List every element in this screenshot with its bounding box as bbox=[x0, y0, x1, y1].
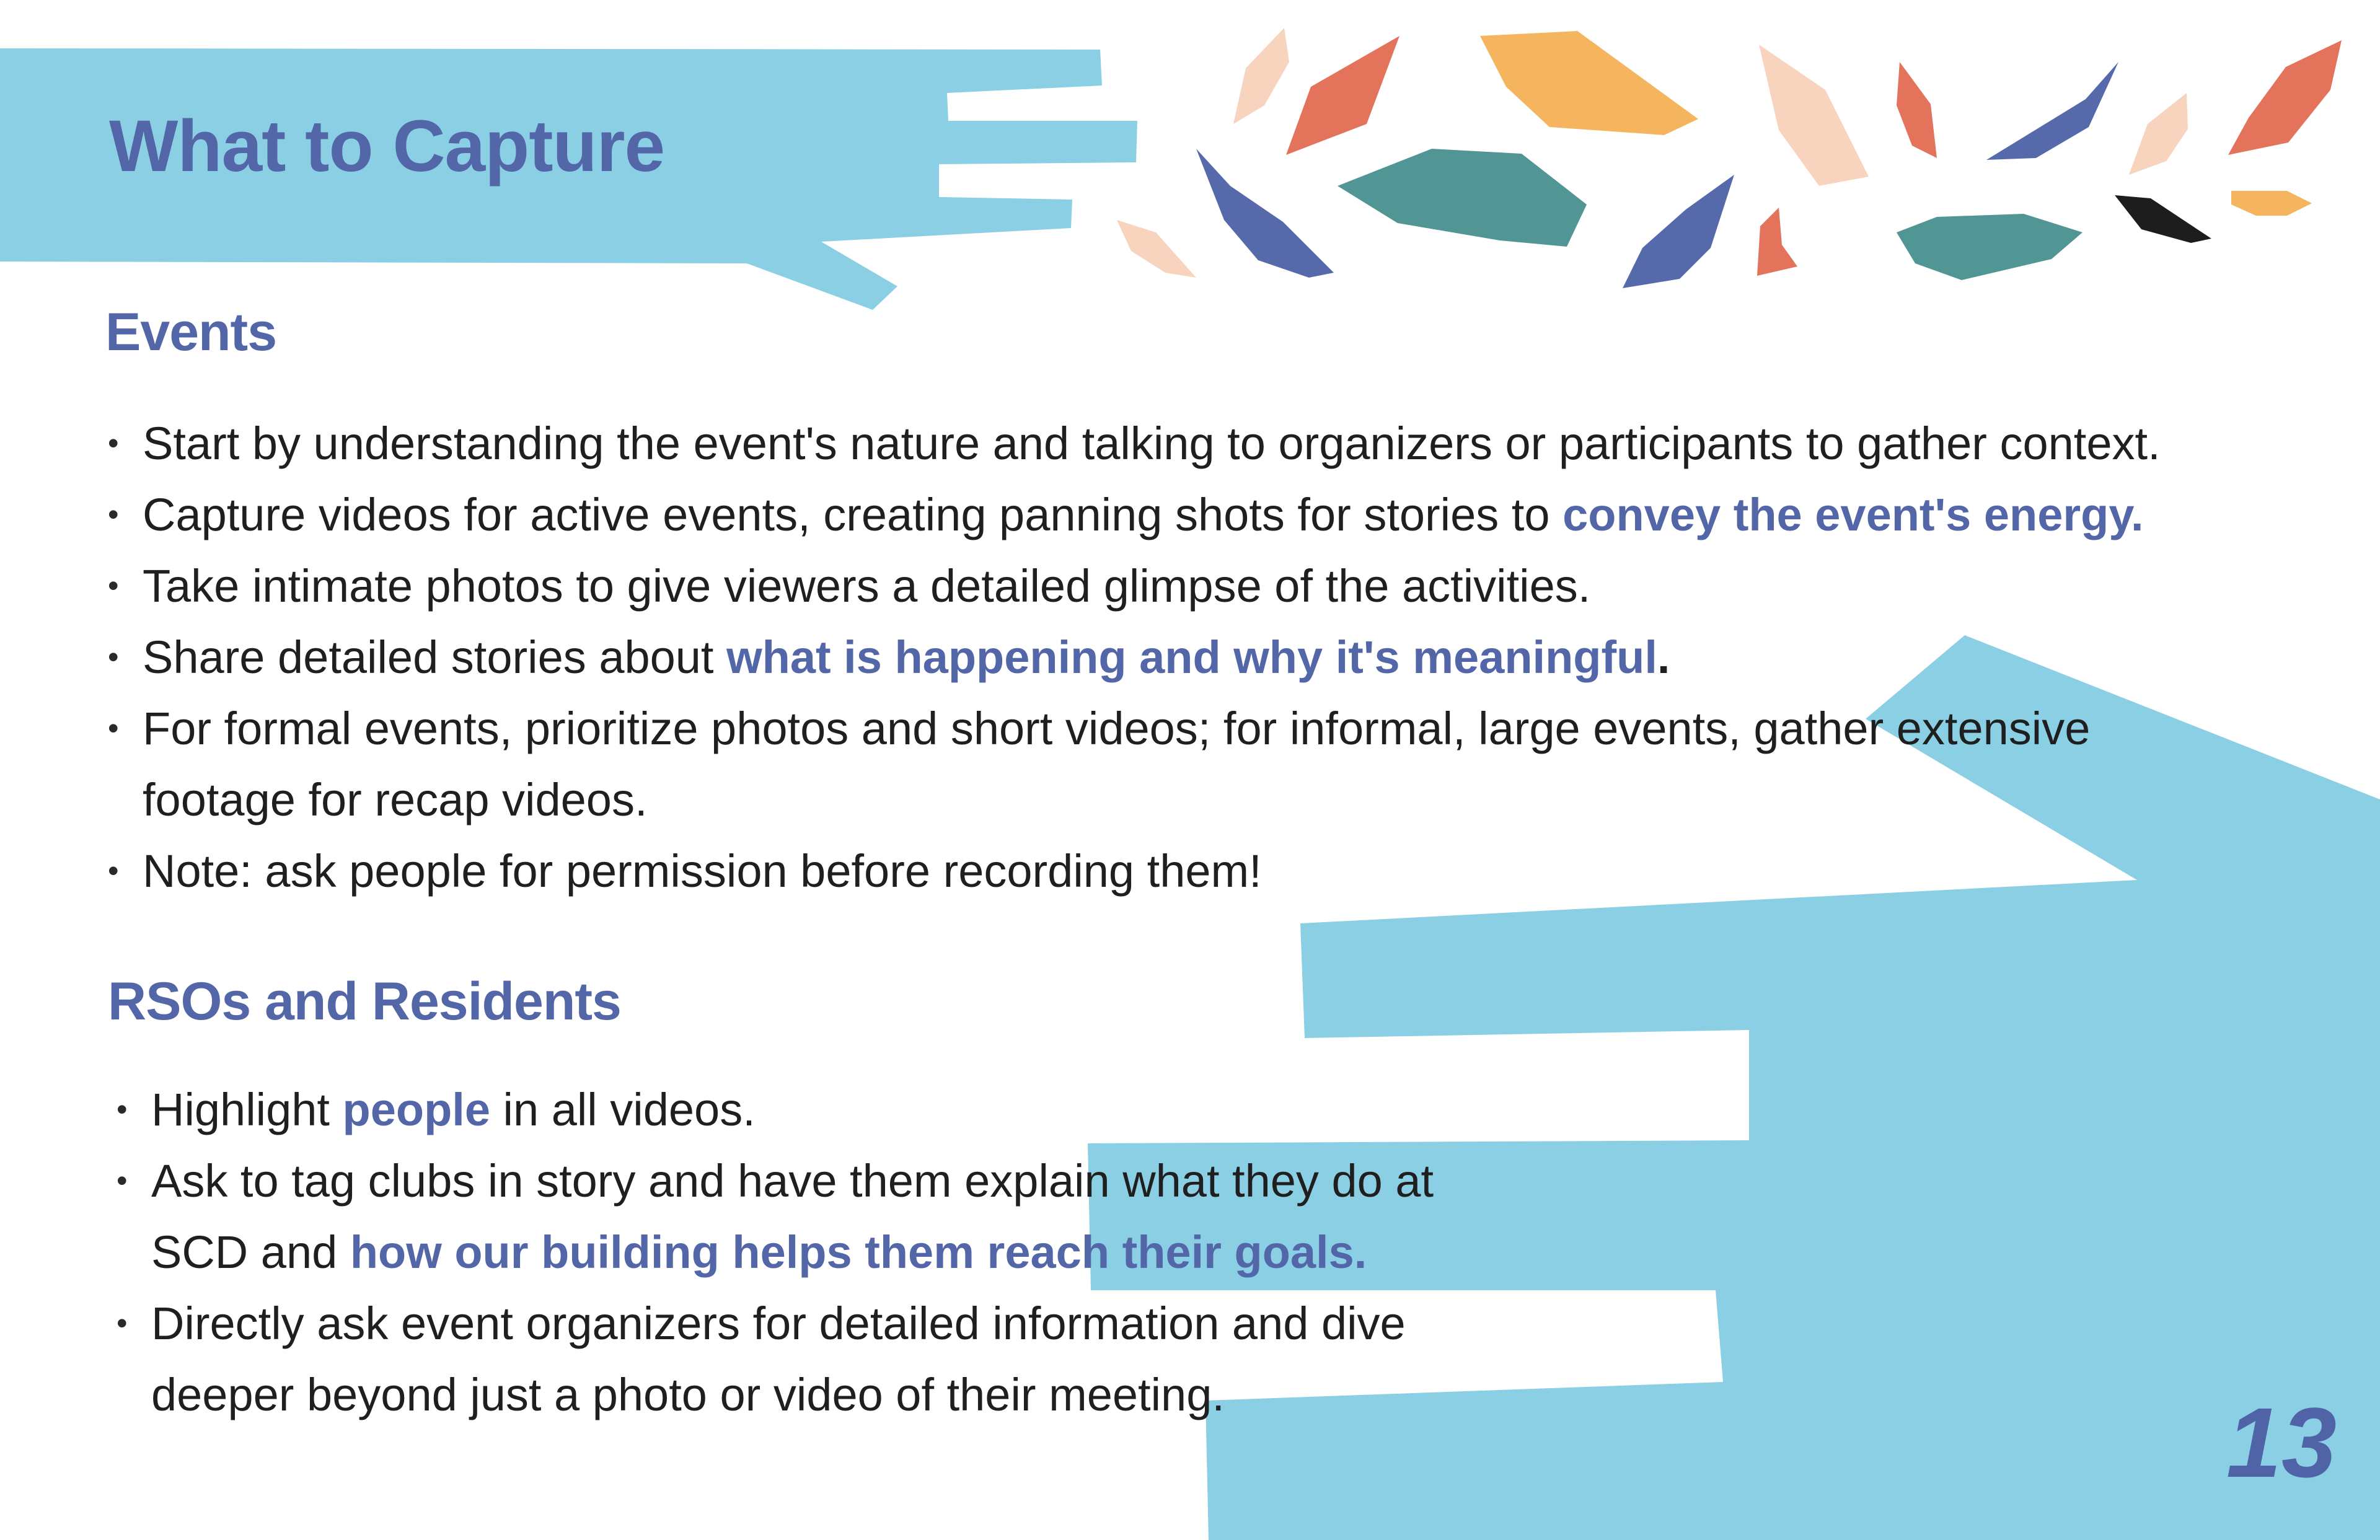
events-heading: Events bbox=[105, 302, 277, 362]
leaf bbox=[1196, 149, 1334, 278]
list-item bbox=[108, 479, 2364, 550]
leaf bbox=[1286, 36, 1399, 155]
list-item-text: in all videos. bbox=[490, 1084, 756, 1135]
leaf bbox=[1897, 214, 2082, 280]
list-item bbox=[108, 622, 2364, 693]
list-item-text: Directly ask event organizers for detailed information and dive bbox=[151, 1298, 1406, 1349]
leaf bbox=[2129, 93, 2188, 175]
leaf bbox=[1233, 28, 1289, 124]
leaf bbox=[1480, 31, 1698, 135]
list-item-text: Capture videos for active events, creating panning shots for stories to bbox=[143, 489, 1563, 540]
events-bullet-list bbox=[108, 408, 2364, 907]
list-item-text: Start by understanding the event's nature and talking to organizers or participants to gather context. bbox=[143, 418, 2161, 469]
page-number: 13 bbox=[2226, 1387, 2337, 1498]
highlighted-text: convey the event's energy. bbox=[1562, 489, 2144, 540]
list-item-text: Ask to tag clubs in story and have them explain what they do at bbox=[151, 1155, 1434, 1207]
list-item-text: Share detailed stories about bbox=[143, 631, 727, 683]
list-item bbox=[108, 550, 2364, 622]
list-item-text: For formal events, prioritize photos and short videos; for informal, large events, gather extensive bbox=[143, 703, 2091, 754]
list-item bbox=[117, 1145, 1666, 1288]
list-item-text: footage for recap videos. bbox=[143, 774, 648, 825]
leaf bbox=[2115, 195, 2211, 243]
list-item bbox=[108, 835, 2364, 907]
list-item bbox=[108, 693, 2364, 835]
leaf bbox=[1759, 45, 1869, 186]
leaf bbox=[1623, 175, 1734, 288]
leaf bbox=[1117, 220, 1196, 278]
highlighted-text: what is happening and why it's meaningful bbox=[726, 631, 1657, 683]
leaf bbox=[2231, 191, 2312, 216]
rsos-bullet-list bbox=[117, 1074, 1666, 1430]
list-item-text: SCD and bbox=[151, 1226, 350, 1278]
page-title: What to Capture bbox=[109, 105, 665, 187]
leaf-pattern bbox=[1117, 28, 2342, 288]
leaf bbox=[1757, 208, 1797, 276]
list-item-text: Note: ask people for permission before recording them! bbox=[143, 845, 1262, 897]
leaf bbox=[2228, 40, 2342, 155]
list-item bbox=[117, 1074, 1666, 1145]
leaf bbox=[1338, 149, 1587, 247]
list-item bbox=[108, 408, 2364, 479]
list-item-text: Highlight bbox=[151, 1084, 343, 1135]
list-item-text: deeper beyond just a photo or video of their meeting. bbox=[151, 1369, 1225, 1420]
rsos-heading: RSOs and Residents bbox=[108, 972, 621, 1031]
list-item-text: Take intimate photos to give viewers a detailed glimpse of the activities. bbox=[143, 560, 1591, 612]
highlighted-text: how our building helps them reach their goals. bbox=[350, 1226, 1367, 1278]
leaf bbox=[1897, 62, 1937, 158]
leaf bbox=[1986, 62, 2118, 160]
list-item bbox=[117, 1288, 1666, 1430]
list-item-text: . bbox=[1657, 631, 1670, 683]
highlighted-text: people bbox=[342, 1084, 490, 1135]
